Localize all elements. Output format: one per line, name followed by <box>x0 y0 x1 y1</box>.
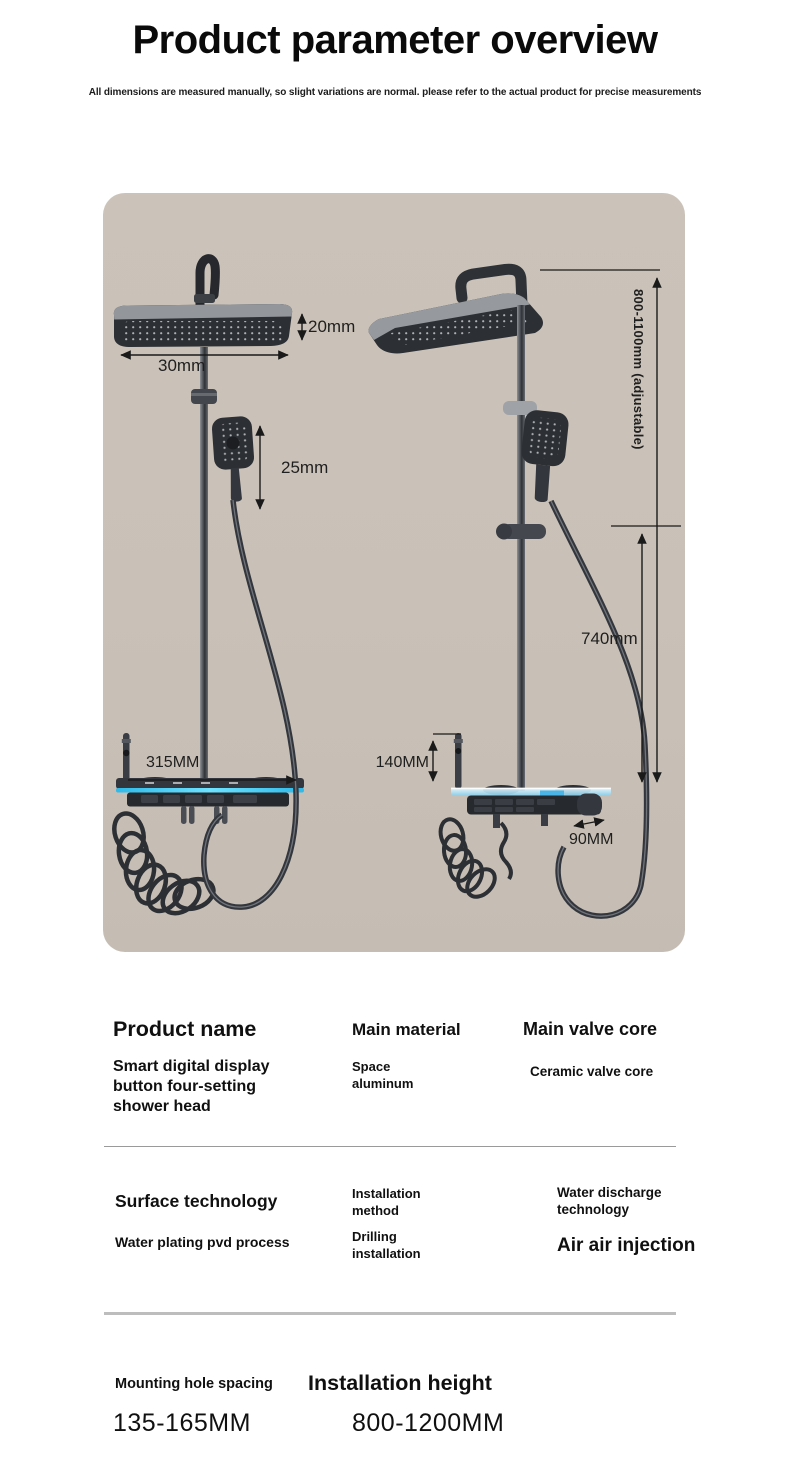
spec-surface-technology-value: Water plating pvd process <box>115 1234 290 1250</box>
right-hose-holder <box>496 524 546 540</box>
dim-label-shelf-depth: 90MM <box>569 831 614 848</box>
dim-label-adjustable-height: 800-1100mm (adjustable) <box>631 289 646 450</box>
right-shower-unit <box>368 269 646 916</box>
spec-main-valve-core-value: Ceramic valve core <box>530 1064 654 1079</box>
dim-label-sprayer-height: 140MM <box>375 754 429 771</box>
spec-main-valve-core-label: Main valve core <box>523 1019 658 1039</box>
left-shower-pole <box>200 347 208 781</box>
right-coiled-hose <box>437 817 500 902</box>
left-bidet-sprayer <box>122 733 131 785</box>
left-hand-shower <box>211 416 257 503</box>
right-overhead-shower-head <box>368 293 543 353</box>
divider <box>104 1312 676 1315</box>
dim-label-head-width: 30mm <box>158 356 206 375</box>
spec-mounting-hole-spacing-value: 135-165MM <box>113 1409 251 1437</box>
product-image-panel <box>103 193 685 952</box>
page-title: Product parameter overview <box>132 18 658 62</box>
spec-water-discharge-value: Air air injection <box>557 1235 696 1256</box>
right-display-shelf <box>451 785 611 828</box>
spec-product-name-label: Product name <box>113 1017 257 1041</box>
spec-water-discharge-label: Water discharge technology <box>557 1185 662 1217</box>
left-hand-shower-hose <box>204 500 296 907</box>
right-shower-pole <box>517 305 525 791</box>
dim-line-90mm <box>574 820 604 826</box>
spec-mounting-hole-spacing-label: Mounting hole spacing <box>115 1376 273 1392</box>
page-subtitle: All dimensions are measured manually, so slight variations are normal. please refer to the actual product for precise measurements <box>88 87 702 98</box>
spec-product-name-value: Smart digital display button four-setting shower head <box>113 1058 270 1115</box>
spec-main-material-label: Main material <box>352 1020 461 1039</box>
dim-label-hand-shower: 25mm <box>281 458 329 477</box>
left-display-shelf <box>116 777 304 824</box>
spec-installation-method-value: Drilling installation <box>352 1229 421 1261</box>
left-shower-unit <box>110 259 304 920</box>
right-hand-shower-hose <box>551 501 647 916</box>
spec-surface-technology-label: Surface technology <box>115 1191 278 1211</box>
left-overhead-shower-head <box>114 304 292 347</box>
spec-installation-height-value: 800-1200MM <box>352 1409 505 1437</box>
dim-label-head-thickness: 20mm <box>308 317 356 336</box>
spec-installation-height-label: Installation height <box>308 1371 492 1395</box>
shelf-light-strip <box>116 788 304 793</box>
right-bidet-sprayer <box>454 733 463 789</box>
dim-label-panel-width: 315MM <box>146 754 200 771</box>
dim-label-lift-rod-height: 740mm <box>581 629 638 648</box>
spec-installation-method-label: Installation method <box>352 1186 421 1218</box>
divider <box>104 1146 676 1147</box>
spec-main-material-value: Space aluminum <box>352 1059 414 1091</box>
